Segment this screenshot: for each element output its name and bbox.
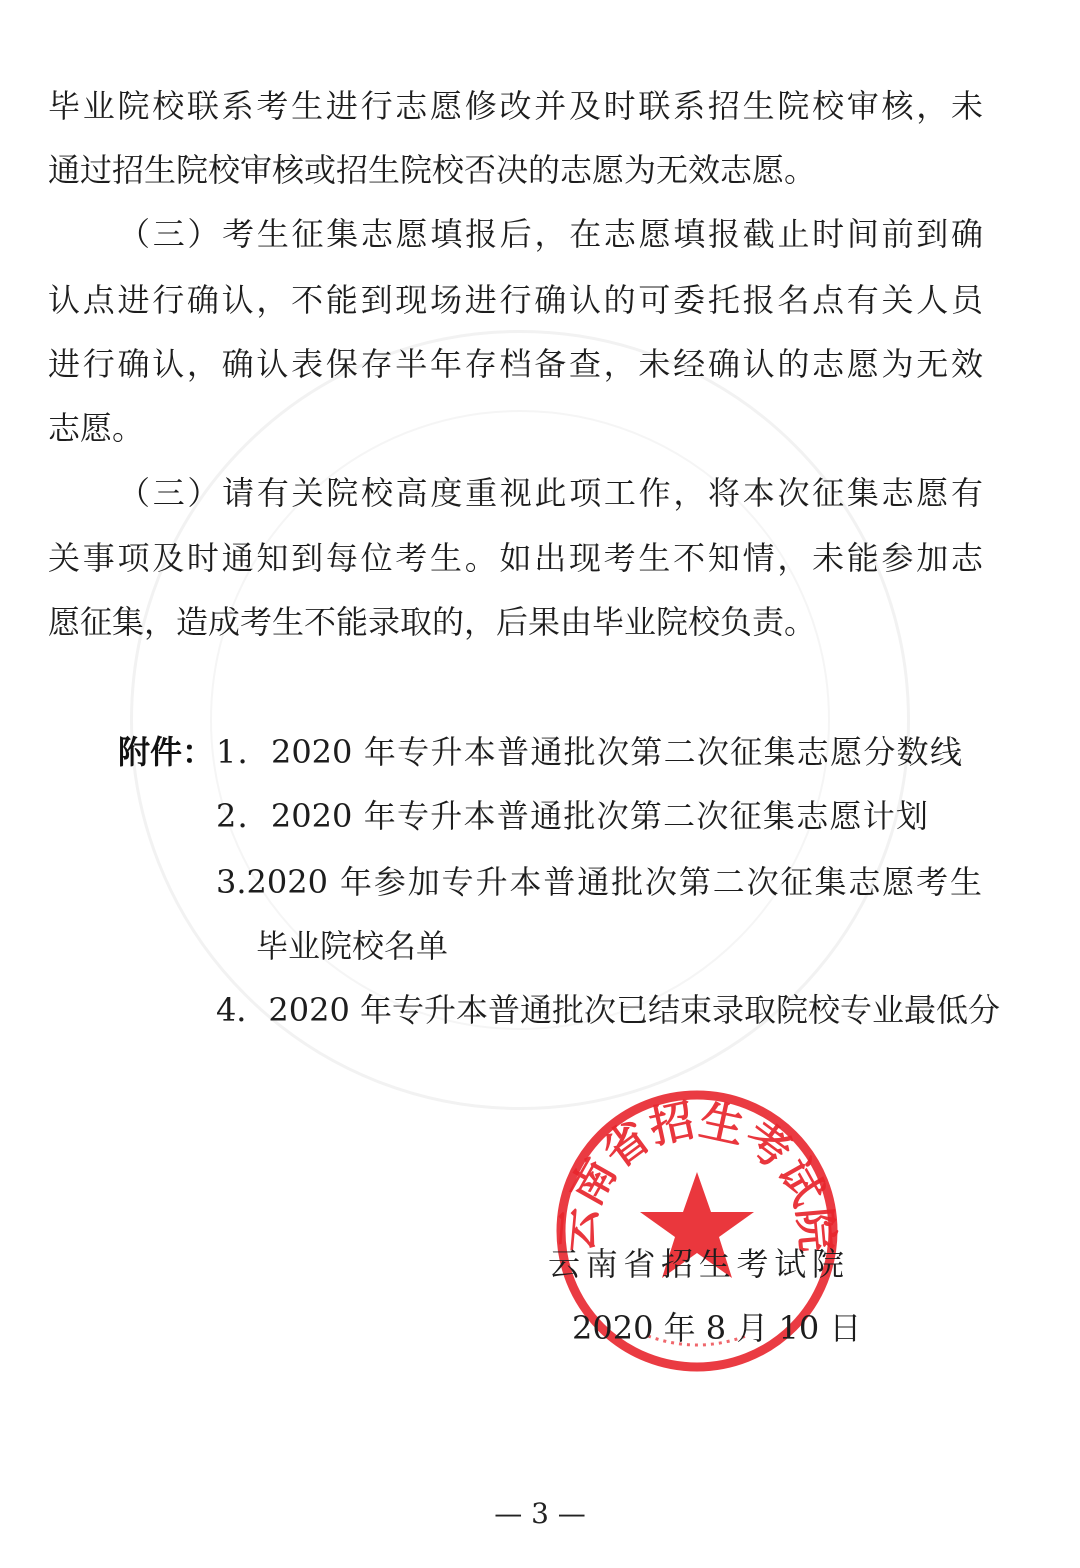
body-line: （三）请有关院校高度重视此项工作，将本次征集志愿有 bbox=[118, 474, 983, 512]
body-line: 通过招生院校审核或招生院校否决的志愿为无效志愿。 bbox=[48, 151, 817, 189]
attachment-item: 毕业院校名单 bbox=[256, 927, 449, 965]
body-line: 毕业院校联系考生进行志愿修改并及时联系招生院校审核，未 bbox=[48, 87, 983, 125]
page-number: — 3 — bbox=[494, 1497, 586, 1530]
issue-date: 2020 年 8 月 10 日 bbox=[572, 1309, 862, 1347]
body-line: 进行确认，确认表保存半年存档备查，未经确认的志愿为无效 bbox=[48, 345, 983, 383]
seal-text: 云南省招生考试院 bbox=[552, 1094, 842, 1255]
body-line: 愿征集，造成考生不能录取的，后果由毕业院校负责。 bbox=[48, 603, 817, 641]
issuing-organization: 云南省招生考试院 bbox=[548, 1245, 848, 1283]
attachment-item: 3.2020 年参加专升本普通批次第二次征集志愿考生 bbox=[216, 863, 982, 901]
attachments-label: 附件： bbox=[118, 733, 215, 771]
attachment-item: 2．2020 年专升本普通批次第二次征集志愿计划 bbox=[216, 797, 928, 835]
body-line: 关事项及时通知到每位考生。如出现考生不知情，未能参加志 bbox=[48, 539, 983, 577]
body-line: 认点进行确认，不能到现场进行确认的可委托报名点有关人员 bbox=[48, 281, 983, 319]
attachment-item: 1．2020 年专升本普通批次第二次征集志愿分数线 bbox=[216, 733, 962, 771]
attachment-item: 4．2020 年专升本普通批次已结束录取院校专业最低分 bbox=[216, 991, 1000, 1029]
body-line: 志愿。 bbox=[48, 409, 145, 447]
body-line: （三）考生征集志愿填报后，在志愿填报截止时间前到确 bbox=[118, 215, 983, 253]
